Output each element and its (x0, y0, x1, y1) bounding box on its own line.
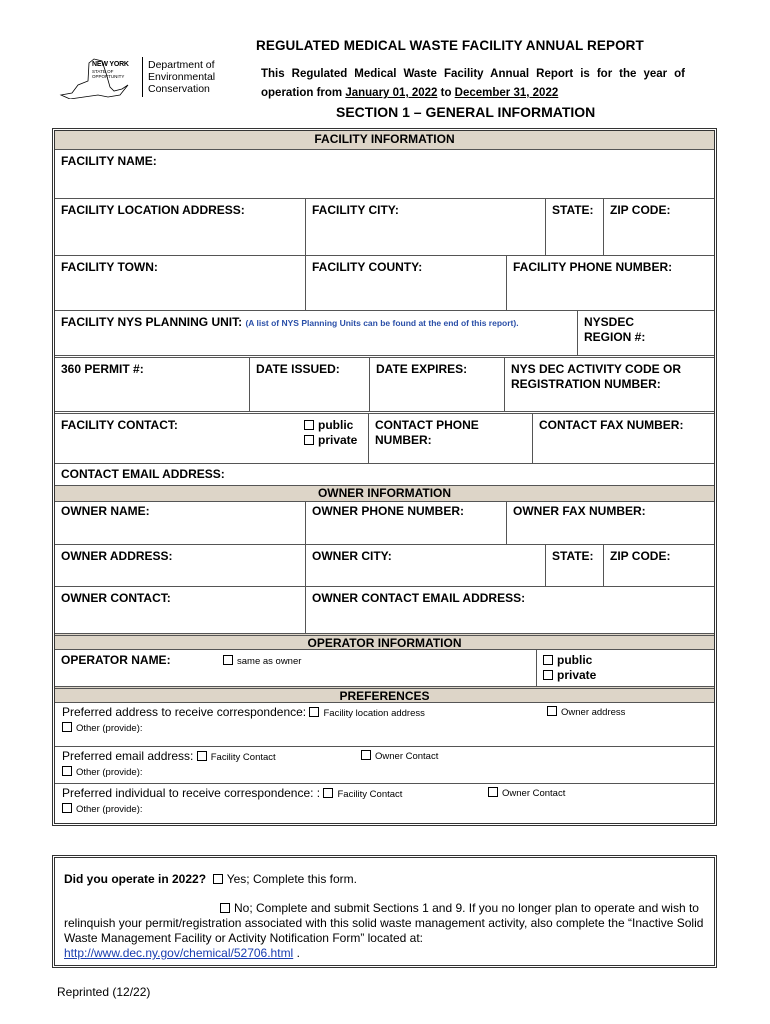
reprinted-date: Reprinted (12/22) (57, 985, 151, 999)
inactive-form-link[interactable]: http://www.dec.ny.gov/chemical/52706.html (64, 946, 294, 960)
facility-information-heading: FACILITY INFORMATION (55, 131, 714, 149)
same-as-owner-checkbox[interactable]: same as owner (217, 650, 367, 686)
owner-fax-field[interactable]: OWNER FAX NUMBER: (506, 502, 714, 544)
date-issued-field[interactable]: DATE ISSUED: (249, 358, 369, 411)
permit-number-field[interactable]: 360 PERMIT #: (61, 362, 144, 376)
facility-planning-row (55, 310, 714, 355)
operate-no-text: No; Complete and submit Sections 1 and 9. If you no longer plan to operate and wish to relinquish your permit/registration associated with this solid waste management activity, also complete the “Inactive Solid Waste Management Facility or Activity Notification Form” located at: (64, 901, 704, 945)
address-owner-option[interactable]: Owner address (547, 705, 625, 720)
owner-zip-field[interactable]: ZIP CODE: (603, 545, 714, 586)
owner-name-row (55, 501, 714, 544)
preferred-email-row (55, 746, 714, 783)
individual-other-option[interactable]: Other (provide): (62, 802, 707, 817)
checkbox-icon (223, 655, 233, 665)
facility-planning-unit-field[interactable]: FACILITY NYS PLANNING UNIT: (A list of NYS Planning Units can be found at the end of this report). (61, 315, 519, 329)
section-title: SECTION 1 – GENERAL INFORMATION (336, 104, 596, 120)
operator-information-heading: OPERATOR INFORMATION (55, 633, 714, 649)
facility-town-row (55, 255, 714, 310)
facility-name-field[interactable]: FACILITY NAME: (61, 154, 157, 168)
preferred-address-row (55, 702, 714, 746)
address-other-option[interactable]: Other (provide): (62, 721, 707, 736)
facility-zip-field[interactable]: ZIP CODE: (603, 199, 714, 255)
checkbox-icon (220, 903, 230, 913)
operate-no-option[interactable] (64, 901, 705, 946)
general-information-form (52, 128, 717, 826)
facility-state-field[interactable]: STATE: (545, 199, 603, 255)
operation-question: Did you operate in 2022? (64, 872, 207, 886)
email-other-option[interactable]: Other (provide): (62, 765, 707, 780)
checkbox-icon (62, 766, 72, 776)
contact-fax-field[interactable]: CONTACT FAX NUMBER: (532, 414, 714, 463)
checkbox-icon (304, 420, 314, 430)
permit-row (55, 355, 714, 411)
report-subtitle: This Regulated Medical Waste Facility Annual Report is for the year of operation from January 01, 2022 to December 31, 2022 (261, 68, 685, 99)
facility-contact-field[interactable]: FACILITY CONTACT: (61, 418, 178, 432)
operator-name-field[interactable]: OPERATOR NAME: (61, 653, 171, 667)
facility-name-row (55, 149, 714, 198)
facility-contact-row (55, 411, 714, 463)
contact-type-options (298, 414, 368, 463)
department-name: Department of Environmental Conservation (148, 59, 216, 95)
facility-location-address-field[interactable]: FACILITY LOCATION ADDRESS: (61, 203, 245, 217)
facility-city-field[interactable]: FACILITY CITY: (305, 199, 545, 255)
report-title: REGULATED MEDICAL WASTE FACILITY ANNUAL REPORT (256, 38, 644, 53)
checkbox-icon (543, 655, 553, 665)
contact-email-row (55, 463, 714, 485)
checkbox-icon (197, 751, 207, 761)
address-facility-option[interactable]: Facility location address (309, 708, 424, 719)
owner-address-field[interactable]: OWNER ADDRESS: (61, 549, 173, 563)
email-facility-option[interactable]: Facility Contact (197, 752, 276, 763)
contact-private-checkbox[interactable]: private (304, 433, 362, 448)
preferred-email-field: Preferred email address: Facility Contact Owner Contact Other (provide): (55, 747, 714, 783)
logo-tagline: STATE OF OPPORTUNITY (92, 69, 125, 79)
dec-logo (58, 55, 228, 100)
owner-contact-email-field[interactable]: OWNER CONTACT EMAIL ADDRESS: (305, 587, 714, 633)
facility-county-field[interactable]: FACILITY COUNTY: (305, 256, 506, 310)
operation-question-box: Did you operate in 2022? Yes; Complete this form. No; Complete and submit Sections 1 and 9. If you no longer plan to operate and wish to relinquish your permit/registration associated with this solid waste management activity, also complete the “Inactive Solid Waste Management Facility or Activity Notification Form” located at: http://www.dec.ny.gov/chemical/52706.html . (52, 855, 717, 968)
operator-public-checkbox[interactable]: public (543, 653, 708, 668)
owner-city-field[interactable]: OWNER CITY: (305, 545, 545, 586)
planning-unit-note: (A list of NYS Planning Units can be found at the end of this report). (245, 318, 519, 328)
checkbox-icon (309, 707, 319, 717)
contact-public-checkbox[interactable]: public (304, 418, 362, 433)
date-expires-field[interactable]: DATE EXPIRES: (369, 358, 504, 411)
operator-row (55, 649, 714, 686)
owner-contact-field[interactable]: OWNER CONTACT: (61, 591, 171, 605)
contact-email-field[interactable]: CONTACT EMAIL ADDRESS: (61, 467, 225, 481)
checkbox-icon (547, 706, 557, 716)
checkbox-icon (543, 670, 553, 680)
checkbox-icon (62, 803, 72, 813)
preferred-individual-row (55, 783, 714, 823)
owner-contact-row (55, 586, 714, 633)
operator-type-options (536, 650, 714, 686)
preferences-heading: PREFERENCES (55, 686, 714, 702)
owner-phone-field[interactable]: OWNER PHONE NUMBER: (305, 502, 506, 544)
nysdec-region-field[interactable]: NYSDEC REGION #: (577, 311, 714, 355)
checkbox-icon (488, 787, 498, 797)
contact-phone-field[interactable]: CONTACT PHONE NUMBER: (368, 414, 532, 463)
checkbox-icon (323, 788, 333, 798)
operate-yes-option[interactable]: Yes; Complete this form. (213, 872, 357, 886)
preferred-individual-field: Preferred individual to receive correspondence: : Facility Contact Owner Contact Other (provide): (55, 784, 714, 823)
owner-information-heading: OWNER INFORMATION (55, 485, 714, 501)
checkbox-icon (213, 874, 223, 884)
logo-state-name: NEW YORK (92, 61, 129, 68)
checkbox-icon (361, 750, 371, 760)
checkbox-icon (62, 722, 72, 732)
owner-name-field[interactable]: OWNER NAME: (61, 504, 150, 518)
logo-divider (142, 57, 143, 97)
owner-state-field[interactable]: STATE: (545, 545, 603, 586)
checkbox-icon (304, 435, 314, 445)
facility-phone-field[interactable]: FACILITY PHONE NUMBER: (506, 256, 714, 310)
activity-code-field[interactable]: NYS DEC ACTIVITY CODE OR REGISTRATION NUMBER: (504, 358, 714, 411)
facility-town-field[interactable]: FACILITY TOWN: (61, 260, 158, 274)
preferred-address-field: Preferred address to receive correspondence: Facility location address Owner address Other (provide): (55, 703, 714, 746)
individual-owner-option[interactable]: Owner Contact (488, 786, 565, 801)
email-owner-option[interactable]: Owner Contact (361, 749, 438, 764)
operator-private-checkbox[interactable]: private (543, 668, 708, 683)
facility-address-row (55, 198, 714, 255)
individual-facility-option[interactable]: Facility Contact (323, 789, 402, 800)
owner-address-row (55, 544, 714, 586)
